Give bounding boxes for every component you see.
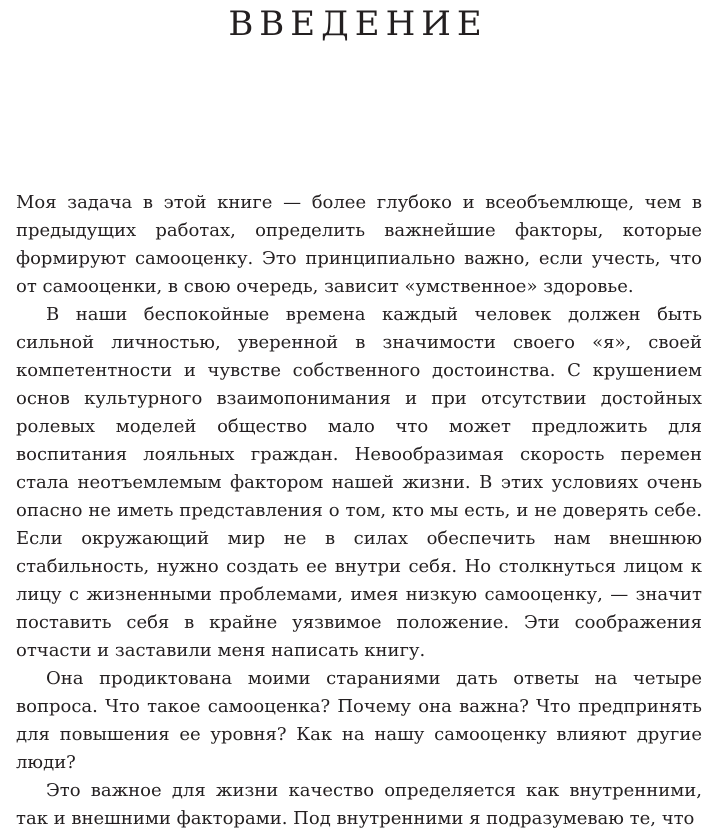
paragraph-2: В наши беспокойные времена каждый человек должен быть сильной личностью, уверенной в значимости своего «я», своей компетентности и чувстве собственного достоинства. С крушением основ культурного взаимопонимания и при отсутствии достойных ролевых моделей общество мало что может предложить для воспитания лояльных граждан. Невообразимая скорость перемен стала неотъемлемым фактором нашей жизни. В этих условиях очень опасно не иметь представления о том, кто мы есть, и не доверять себе. Если окружающий мир не в силах обеспечить нам внешнюю стабильность, нужно создать ее внутри себя. Но столкнуться лицом к лицу с жизненными проблемами, имея низкую самооценку, — значит поставить себя в крайне уязвимое положение. Эти соображения отчасти и заставили меня написать книгу.	[16, 304, 702, 661]
paragraph-3: Она продиктована моими стараниями дать ответы на четыре вопроса. Что такое самооценка? Почему она важна? Что предпринять для повышения ее уровня? Как на нашу самооценку влияют другие люди?	[16, 668, 702, 773]
chapter-title: ВВЕДЕНИЕ	[228, 4, 488, 44]
paragraph-1: Моя задача в этой книге — более глубоко и всеобъемлюще, чем в предыдущих работах, определить важнейшие факторы, которые формируют самооценку. Это принципиально важно, если учесть, что от самооценки, в свою очередь, зависит «умственное» здоровье.	[16, 192, 702, 297]
paragraph-4: Это важное для жизни качество определяется как внутренними, так и внешними факторами. Под внутренними я подразумеваю те, что	[16, 780, 702, 829]
body-text	[16, 189, 702, 833]
